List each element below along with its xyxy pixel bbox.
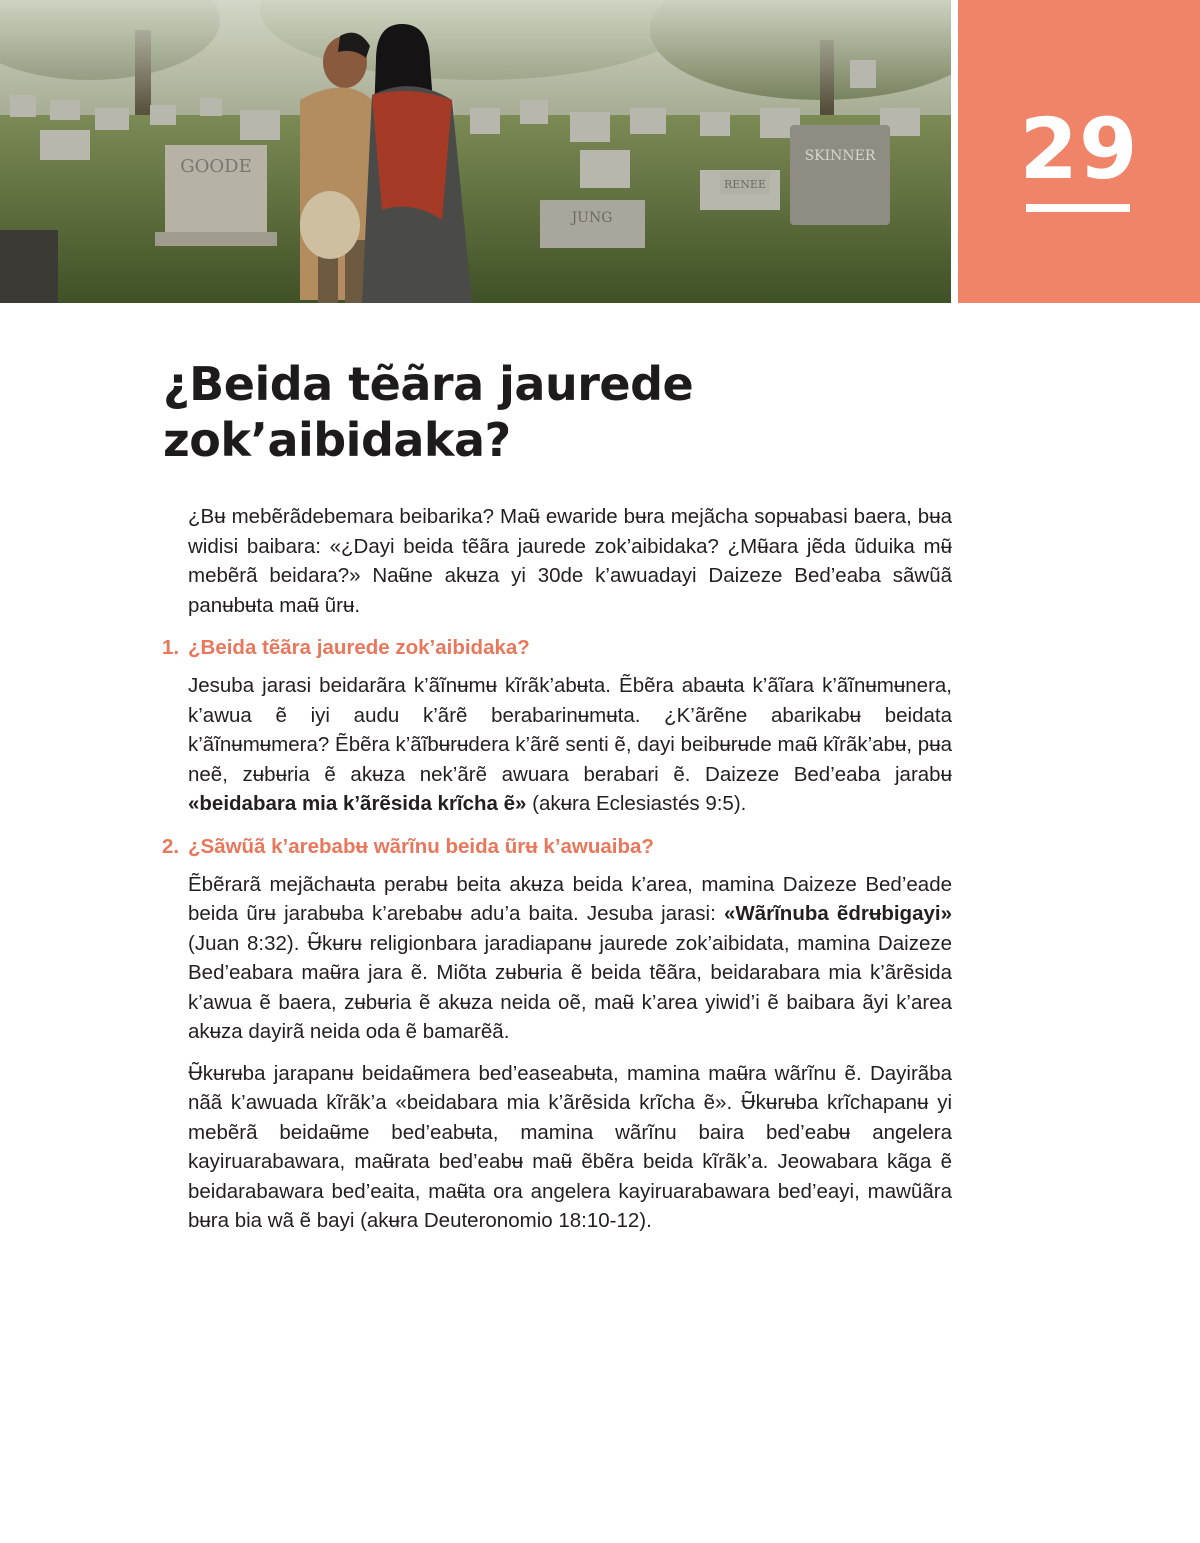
- paragraph-text: (akʉra Eclesiastés 9:5).: [526, 792, 747, 815]
- headstone-name: GOODE: [180, 156, 252, 177]
- question-number: 2.: [162, 834, 180, 858]
- question-text: ¿Beida tẽãra jaurede zok’aibidaka?: [188, 636, 530, 659]
- lesson-body: [162, 502, 952, 1248]
- page-title: ¿Beida tẽãra jaurede zok’aibidaka?: [163, 357, 694, 467]
- body-paragraph: [188, 671, 952, 819]
- question-heading: [162, 833, 952, 861]
- paragraph-text: (Juan 8:32). Ʉ̃kʉrʉ religionbara jaradiapanʉ jaurede zok’aibidata, mamina Daizeze Bed’eabara maʉ̃ra jara ẽ. Miõta zʉbʉria ẽ beida tẽãra, beidarabara mia k’ãrẽsida k’awua ẽ baera, zʉbʉria ẽ akʉza neida oẽ, maʉ̃ k’area yiwid’i ẽ baibara ãyi k’area akʉza dayirã neida oda ẽ bamarẽã.: [188, 931, 952, 1043]
- paragraph-text: Ẽbẽrarã mejãchaʉta perabʉ beita akʉza beida k’area, mamina Daizeze Bed’eade beida ũrʉ jarabʉba k’arebabʉ adu’a baita. Jesuba jarasi:: [188, 872, 952, 925]
- lesson-number-underline: [1026, 204, 1130, 212]
- question-heading: [162, 634, 952, 662]
- question-number: 1.: [162, 636, 180, 659]
- body-paragraph: [188, 870, 952, 1047]
- header-photo: [0, 0, 951, 303]
- question-text: ¿Sãwũã k’arebabʉ wãrĩnu beida ũrʉ k’awuaiba?: [188, 834, 654, 858]
- scripture-quote: «Wãrĩnuba ẽdrʉbigayi»: [723, 902, 952, 925]
- cemetery-couple-photo-icon: [0, 0, 951, 303]
- paragraph-text: Jesuba jarasi beidarãra k’ãĩnʉmʉ kĩrãk’abʉta. Ẽbẽra abaʉta k’ãĩara k’ãĩnʉmʉnera, k’awua ẽ iyi audu k’ãrẽ berabarinʉmʉta. ¿K’ãrẽne abarikabʉ beidata k’ãĩnʉmʉmera? Ẽbẽra k’ãĩbʉrʉdera k’ãrẽ senti ẽ, dayi beibʉrʉde maʉ̃ kĩrãk’abʉ, pʉa neẽ, zʉbʉria ẽ akʉza nek’ãrẽ awuara berabari ẽ. Daizeze Bed’eaba jarabʉ: [188, 674, 952, 786]
- body-paragraph: Ʉ̃kʉrʉba jarapanʉ beidaʉ̃mera bed’easeabʉta, mamina maʉ̃ra wãrĩnu ẽ. Dayirãba nãã k’awuada kĩrãk’a «beidabara mia k’ãrẽsida krĩcha ẽ». Ʉ̃kʉrʉba krĩchapanʉ yi mebẽrã beidaʉ̃me bed’eabʉta, mamina wãrĩnu baira bed’eabʉ angelera kayiruarabawara, maʉ̃rata bed’eabʉ maʉ̃ ẽbẽra beida kĩrãk’a. Jeowabara kãga ẽ beidarabawara bed’eaita, maʉ̃ta ora angelera kayiruarabawara bed’eayi, mawũãra bʉra bia wã ẽ bayi (akʉra Deuteronomio 18:10-12).: [188, 1061, 952, 1232]
- lesson-number: 29: [1019, 100, 1139, 198]
- headstone-name: RENEE: [724, 178, 766, 191]
- headstone-name: JUNG: [571, 210, 613, 226]
- scripture-quote: «beidabara mia k’ãrẽsida krĩcha ẽ»: [188, 792, 527, 815]
- headstone-name: SKINNER: [804, 148, 876, 164]
- intro-paragraph: ¿Bʉ mebẽrãdebemara beibarika? Maʉ̃ ewaride bʉra mejãcha sopʉabasi baera, bʉa widisi baibara: «¿Dayi beida tẽãra jaurede zok’aibidaka? ¿Mʉ̃ara jẽda ũduika mʉ̃ mebẽrã beidara?» Naʉ̃ne akʉza yi 30de k’awuadayi Daizeze Bed’eaba sãwũã panʉbʉta maʉ̃ ũrʉ.: [188, 505, 952, 617]
- lesson-number-box: [958, 0, 1200, 303]
